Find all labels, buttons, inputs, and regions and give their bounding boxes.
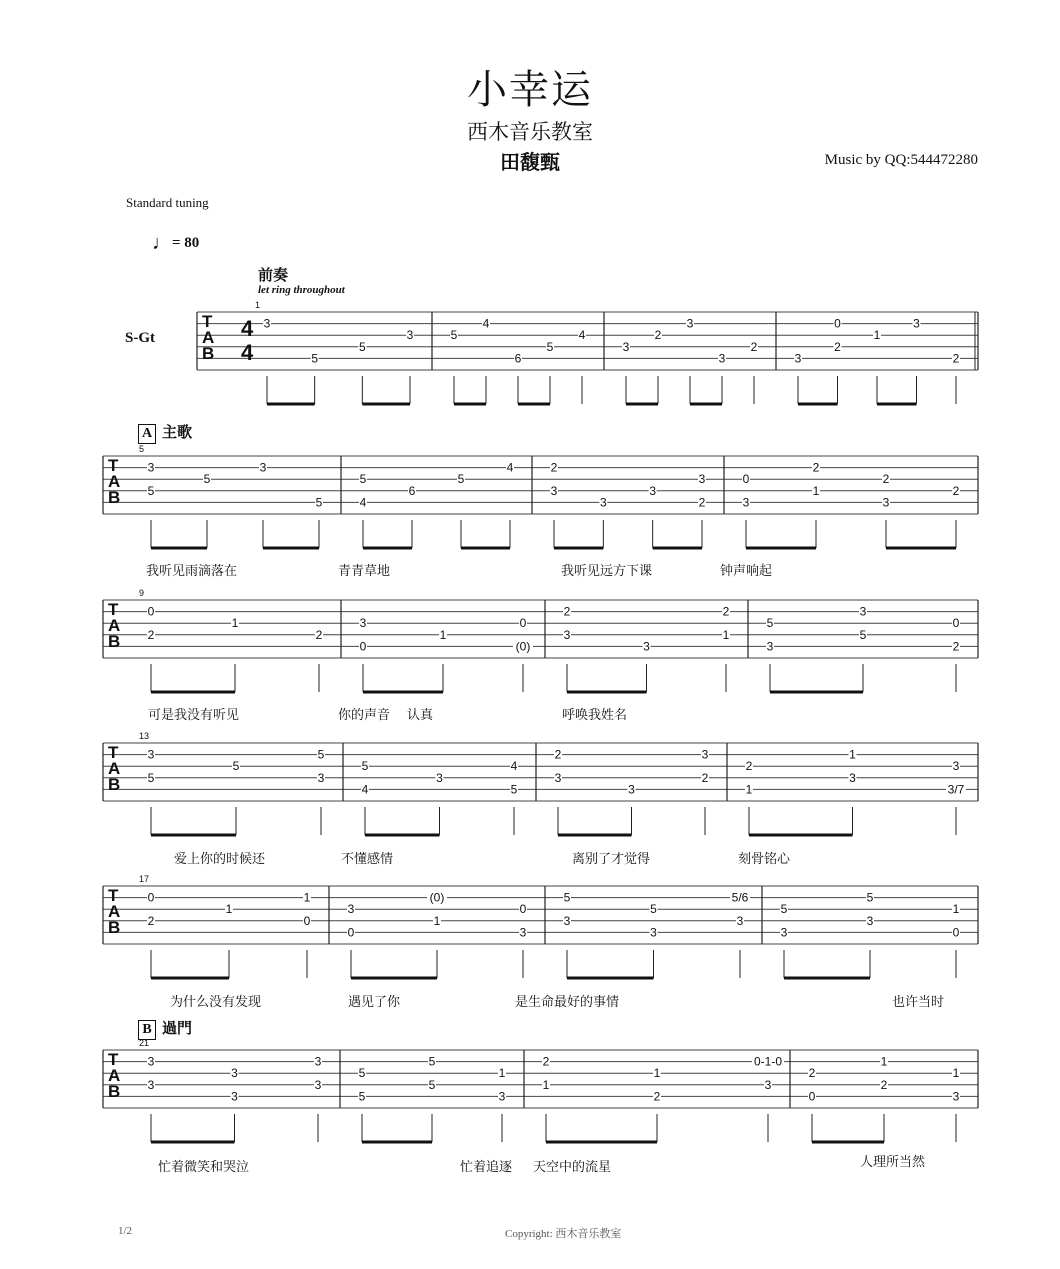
quarter-note-icon: ♩ [152, 232, 172, 254]
fret-number: 1 [880, 1054, 888, 1069]
fret-number: 0 [147, 890, 155, 905]
fret-number: 2 [750, 339, 758, 354]
tab-clef-letter: T [108, 456, 119, 475]
measure-number: 1 [255, 300, 261, 310]
fret-number: 5 [780, 902, 788, 917]
fret-number: 3 [766, 639, 774, 654]
lyric-line-4a: 为什么没有发现 [170, 995, 262, 1010]
time-signature-top: 4 [241, 316, 254, 341]
section-b-box: B [138, 1020, 156, 1040]
fret-number: 5 [361, 759, 369, 774]
fret-number: 5 [358, 339, 366, 354]
fret-number: 5/6 [731, 890, 749, 905]
fret-number: 5 [428, 1077, 436, 1092]
let-ring-marking: let ring throughout [258, 284, 345, 296]
fret-number: 3 [736, 913, 744, 928]
fret-number: 6 [408, 483, 416, 498]
music-credit: Music by QQ:544472280 [824, 152, 978, 168]
fret-number: 5 [203, 472, 211, 487]
fret-number: 1 [745, 782, 753, 797]
fret-number: 2 [812, 460, 820, 475]
tab-clef-letter: B [108, 775, 121, 794]
tab-clef-letter: A [108, 902, 121, 921]
fret-number: (0) [515, 639, 531, 654]
fret-number: 1 [873, 328, 881, 343]
fret-number: 5 [859, 627, 867, 642]
measure-number: 17 [139, 874, 150, 884]
lyric-line-2a: 可是我没有听见 [148, 708, 240, 723]
fret-number: 2 [147, 913, 155, 928]
fret-number: 6 [514, 351, 522, 366]
fret-number: 2 [542, 1054, 550, 1069]
fret-number: 3 [436, 770, 443, 785]
fret-number: 3 [259, 460, 267, 475]
fret-number: 5 [457, 472, 465, 487]
fret-number: 4 [359, 495, 367, 510]
lyric-line-5d: 人理所当然 [860, 1155, 926, 1170]
fret-number: 1 [653, 1066, 661, 1081]
fret-number: 3 [643, 639, 650, 654]
fret-number: 1 [952, 902, 960, 917]
fret-number: 3 [698, 472, 706, 487]
lyric-line-3a: 爱上你的时候还 [174, 852, 266, 867]
measure-number: 21 [139, 1038, 150, 1048]
fret-number: 3 [649, 483, 657, 498]
fret-number: 0 [952, 925, 960, 940]
artist-name: 田馥甄 [500, 150, 560, 174]
fret-number: 4 [578, 328, 586, 343]
lyric-line-3d: 刻骨铭心 [738, 852, 791, 867]
fret-number: 2 [952, 351, 960, 366]
fret-number: 3 [231, 1066, 238, 1081]
fret-number: 3/7 [947, 782, 965, 797]
fret-number: 5 [311, 351, 319, 366]
fret-number: 3 [952, 1089, 960, 1104]
fret-number: 3 [147, 460, 155, 475]
lyric-line-3c: 离别了才觉得 [572, 852, 651, 867]
fret-number: 3 [147, 1077, 155, 1092]
fret-number: 2 [554, 747, 562, 762]
fret-number: (0) [429, 890, 445, 905]
lyric-line-1a: 我听见雨滴落在 [146, 564, 238, 579]
time-signature-bottom: 4 [241, 340, 254, 365]
fret-number: 2 [315, 627, 323, 642]
fret-number: 1 [303, 890, 311, 905]
lyric-line-1b: 青青草地 [338, 564, 391, 579]
fret-number: 3 [742, 495, 750, 510]
fret-number: 3 [952, 759, 960, 774]
fret-number: 5 [563, 890, 571, 905]
fret-number: 3 [314, 1054, 322, 1069]
fret-number: 5 [358, 1089, 366, 1104]
tab-clef-letter: B [108, 488, 121, 507]
fret-number: 3 [849, 770, 856, 785]
tab-clef-letter: A [108, 759, 121, 778]
fret-number: 3 [231, 1089, 238, 1104]
fret-number: 3 [563, 913, 571, 928]
fret-number: 3 [913, 316, 920, 331]
tab-clef-letter: T [108, 600, 119, 619]
studio-name: 西木音乐教室 [467, 120, 593, 144]
fret-number: 1 [498, 1066, 506, 1081]
fret-number: 1 [849, 747, 856, 762]
fret-number: 1 [812, 483, 820, 498]
lyric-line-4d: 也许当时 [892, 995, 945, 1010]
fret-number: 5 [147, 770, 155, 785]
lyric-line-5a: 忙着微笑和哭泣 [158, 1160, 250, 1175]
fret-number: 2 [952, 483, 960, 498]
fret-number: 4 [361, 782, 369, 797]
tuning-label: Standard tuning [126, 195, 209, 210]
fret-number: 5 [147, 483, 155, 498]
tab-clef-letter: T [202, 312, 213, 331]
fret-number: 3 [314, 1077, 322, 1092]
fret-number: 5 [428, 1054, 436, 1069]
fret-number: 3 [550, 483, 558, 498]
fret-number: 0 [519, 616, 527, 631]
fret-number: 2 [880, 1077, 888, 1092]
fret-number: 2 [834, 339, 841, 354]
tab-clef-letter: B [108, 918, 121, 937]
tab-clef-letter: B [108, 632, 121, 651]
fret-number: 5 [358, 1066, 366, 1081]
fret-number: 3 [628, 782, 635, 797]
tab-clef-letter: B [202, 344, 215, 363]
copyright-text: Copyright: 西木音乐教室 [505, 1228, 622, 1240]
fret-number: 3 [866, 913, 874, 928]
fret-number: 3 [686, 316, 694, 331]
lyric-line-5c: 天空中的流星 [533, 1160, 612, 1175]
lyric-line-3b: 不懂感情 [341, 852, 394, 867]
fret-number: 0 [303, 913, 311, 928]
fret-number: 3 [563, 627, 571, 642]
fret-number: 2 [147, 627, 155, 642]
fret-number: 3 [498, 1089, 506, 1104]
fret-number: 3 [718, 351, 726, 366]
measure-number: 13 [139, 731, 150, 741]
fret-number: 5 [450, 328, 458, 343]
fret-number: 2 [882, 472, 890, 487]
measure-number: 9 [139, 588, 145, 598]
fret-number: 4 [482, 316, 490, 331]
fret-number: 3 [764, 1077, 772, 1092]
lyric-line-5b: 忙着追逐 [460, 1160, 513, 1175]
fret-number: 0 [834, 316, 841, 331]
fret-number: 5 [232, 759, 240, 774]
section-b-name: 過門 [162, 1019, 193, 1037]
fret-number: 3 [554, 770, 562, 785]
fret-number: 5 [315, 495, 323, 510]
tab-clef-letter: T [108, 1050, 119, 1069]
tab-clef-letter: A [202, 328, 215, 347]
tab-clef-letter: B [108, 1082, 121, 1101]
lyric-line-1d: 钟声响起 [720, 564, 773, 579]
fret-number: 3 [859, 604, 867, 619]
fret-number: 2 [550, 460, 558, 475]
fret-number: 0 [147, 604, 155, 619]
song-title: 小幸运 [467, 67, 593, 113]
fret-number: 4 [506, 460, 514, 475]
lyric-line-2c: 认真 [407, 708, 434, 723]
fret-number: 0 [347, 925, 355, 940]
fret-number: 1 [439, 627, 447, 642]
lyric-line-2b: 你的声音 [338, 708, 391, 723]
lyric-line-2d: 呼唤我姓名 [562, 708, 628, 723]
fret-number: 3 [882, 495, 890, 510]
fret-number: 5 [866, 890, 874, 905]
fret-number: 1 [952, 1066, 960, 1081]
fret-number: 2 [745, 759, 753, 774]
fret-number: 3 [794, 351, 802, 366]
fret-number: 2 [808, 1066, 816, 1081]
fret-number: 2 [952, 639, 960, 654]
fret-number: 5 [359, 472, 367, 487]
fret-number: 2 [701, 770, 709, 785]
fret-number: 3 [701, 747, 709, 762]
measure-number: 5 [139, 444, 145, 454]
fret-number: 5 [546, 339, 554, 354]
section-a-box: A [138, 424, 156, 444]
fret-number: 0 [742, 472, 750, 487]
fret-number: 5 [650, 902, 657, 917]
tab-clef-letter: A [108, 616, 121, 635]
fret-number: 3 [650, 925, 657, 940]
lyric-line-4c: 是生命最好的事情 [515, 995, 620, 1010]
fret-number: 1 [722, 627, 730, 642]
tab-clef-letter: A [108, 1066, 121, 1085]
fret-number: 2 [653, 1089, 661, 1104]
fret-number: 2 [563, 604, 571, 619]
fret-number: 0 [359, 639, 367, 654]
fret-number: 5 [510, 782, 518, 797]
intro-section-label: 前奏 [258, 266, 289, 284]
fret-number: 2 [722, 604, 730, 619]
lyric-line-1c: 我听见远方下课 [561, 564, 653, 579]
fret-number: 3 [780, 925, 788, 940]
fret-number: 1 [231, 616, 239, 631]
fret-number: 3 [317, 770, 325, 785]
fret-number: 0 [519, 902, 527, 917]
fret-number: 2 [698, 495, 706, 510]
fret-number: 1 [542, 1077, 550, 1092]
tab-clef-letter: A [108, 472, 121, 491]
fret-number: 3 [359, 616, 367, 631]
fret-number: 0-1-0 [753, 1054, 783, 1069]
fret-number: 3 [347, 902, 355, 917]
lyric-line-4b: 遇见了你 [348, 995, 401, 1010]
fret-number: 3 [622, 339, 630, 354]
fret-number: 2 [654, 328, 662, 343]
fret-number: 5 [766, 616, 774, 631]
fret-number: 0 [952, 616, 960, 631]
tab-clef-letter: T [108, 743, 119, 762]
fret-number: 1 [225, 902, 233, 917]
track-name: S-Gt [125, 330, 155, 346]
tempo-value: = 80 [172, 235, 200, 251]
fret-number: 4 [510, 759, 518, 774]
section-a-name: 主歌 [162, 423, 193, 441]
fret-number: 3 [147, 747, 155, 762]
fret-number: 1 [433, 913, 441, 928]
fret-number: 3 [406, 328, 414, 343]
page-number: 1/2 [118, 1225, 133, 1237]
fret-number: 3 [263, 316, 271, 331]
fret-number: 5 [317, 747, 325, 762]
tab-clef-letter: T [108, 886, 119, 905]
fret-number: 0 [808, 1089, 816, 1104]
fret-number: 3 [599, 495, 607, 510]
fret-number: 3 [147, 1054, 155, 1069]
fret-number: 3 [519, 925, 527, 940]
